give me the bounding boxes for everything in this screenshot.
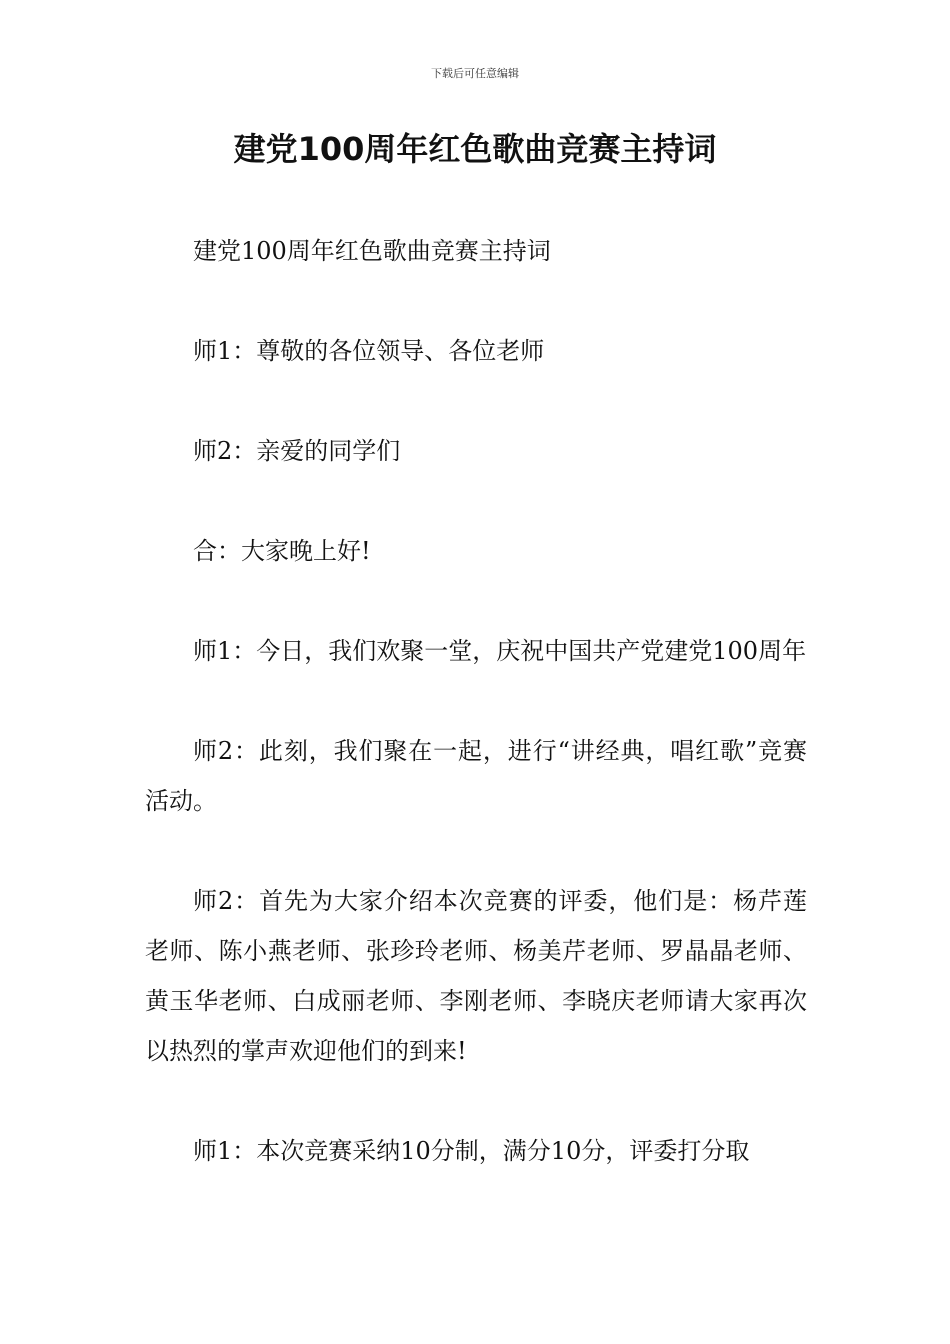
- paragraph: 师2：亲爱的同学们: [193, 437, 401, 465]
- paragraph: 师1：今日，我们欢聚一堂，庆祝中国共产党建党100周年: [193, 637, 807, 665]
- paragraph: 师2：首先为大家介绍本次竞赛的评委，他们是：杨芹莲老师、陈小燕老师、张珍玲老师、杨美芹老师、罗晶晶老师、黄玉华老师、白成丽老师、李刚老师、李晓庆老师请大家再次以热烈的掌声欢迎他们的到来!: [145, 887, 807, 1065]
- header-note: 下载后可任意编辑: [431, 67, 519, 80]
- paragraph: 师1：本次竞赛采纳10分制，满分10分，评委打分取: [193, 1137, 750, 1165]
- document-title: 建党100周年红色歌曲竞赛主持词: [233, 130, 717, 168]
- paragraph: 师2：此刻，我们聚在一起，进行“讲经典，唱红歌”竞赛活动。: [145, 737, 807, 815]
- paragraph: 师1：尊敬的各位领导、各位老师: [193, 337, 545, 365]
- paragraph: 合：大家晚上好!: [193, 537, 371, 565]
- document-body: [145, 226, 807, 1226]
- paragraph: 建党100周年红色歌曲竞赛主持词: [193, 237, 551, 265]
